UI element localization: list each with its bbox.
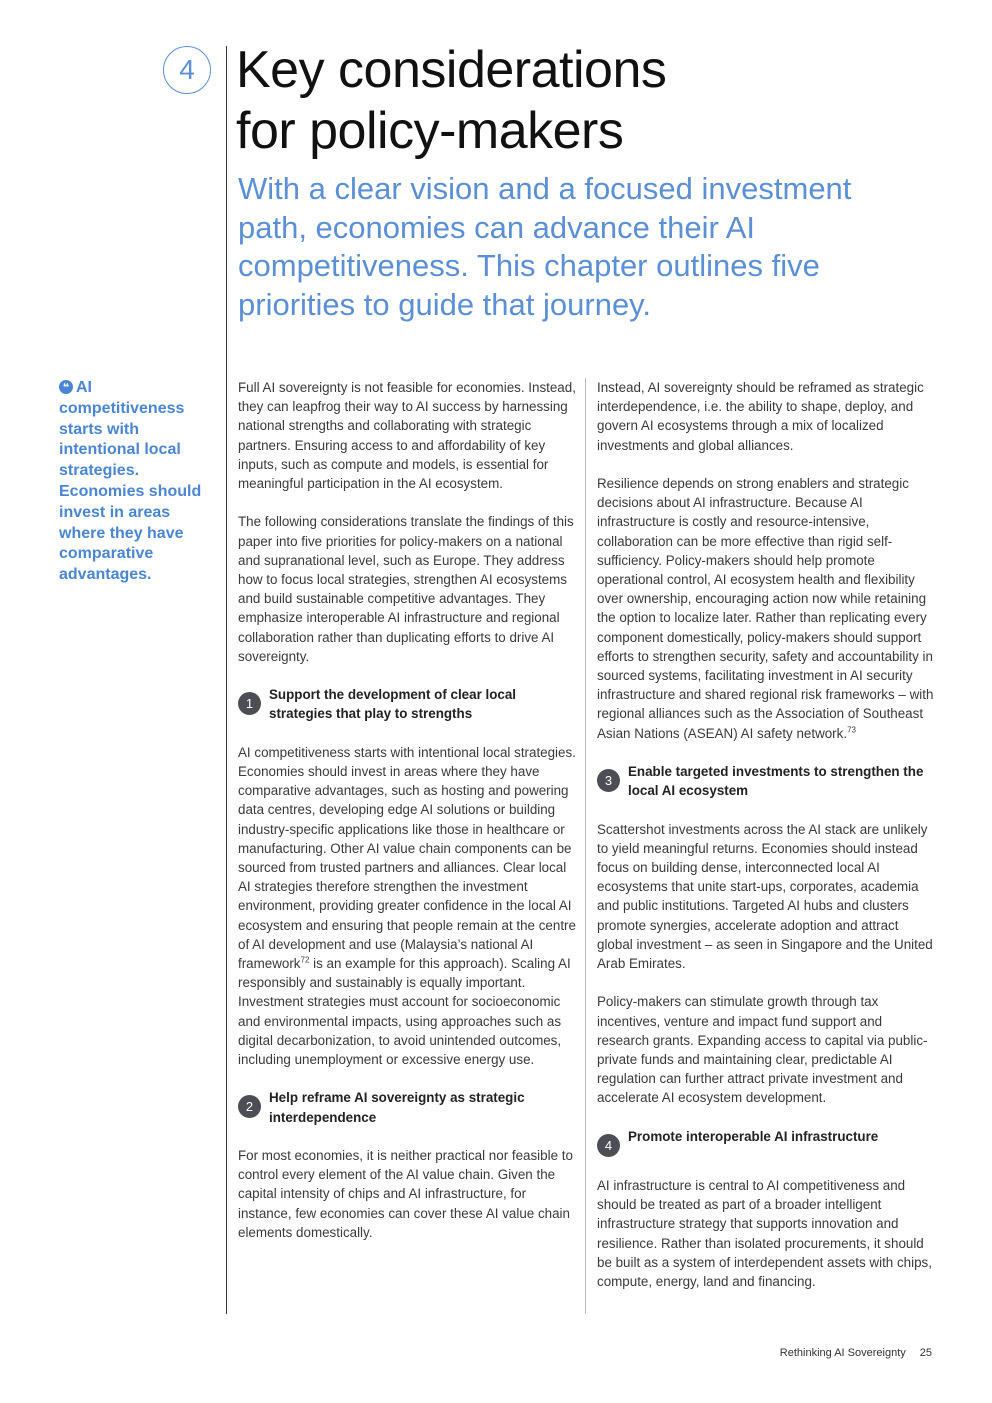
page-footer (780, 1347, 932, 1359)
paragraph: Instead, AI sovereignty should be reframed as strategic interdependence, i.e. the ability to shape, deploy, and govern AI ecosystems through a mix of localized investments and global alliances. (597, 380, 924, 453)
paragraph (238, 743, 578, 1069)
page-title (236, 40, 666, 162)
section-heading-1 (238, 685, 578, 723)
paragraph: The following considerations translate the findings of this paper into five priorities for policy-makers on a national and supranational level, such as Europe. They address how to focus local strategies, strengthen AI ecosystems and build sustainable competitive advantages. They emphasize interoperable AI infrastructure and regional collaboration rather than duplicating efforts to drive AI sovereignty. (238, 514, 574, 664)
section-number-badge: 2 (238, 1095, 261, 1118)
page-number: 25 (919, 1347, 932, 1359)
section-heading-text: Support the development of clear local strategies that play to strengths (269, 687, 517, 722)
page-title-line2: for policy-makers (236, 102, 624, 160)
column-divider (585, 378, 586, 1314)
paragraph: AI infrastructure is central to AI competitiveness and should be treated as part of a broader intelligent infrastructure strategy that supports innovation and resilience. Rather than isolated procurements, it should be built as a system of interdependent assets with chips, compute, energy, land and financing. (597, 1178, 932, 1290)
vertical-divider (226, 46, 227, 1314)
footnote-ref: 73 (847, 725, 856, 735)
page-title-line1: Key considerations (236, 41, 667, 99)
paragraph-text: Resilience depends on strong enablers and strategic decisions about AI infrastructure. Because AI infrastructure is costly and resource-intensive, collaboration can be more effective than rigid self-sufficiency. Policy-makers should help promote operational control, AI ecosystem health and flexibility over ownership, encouraging action now while retaining the option to localize later. Rather than replicating every component domestically, policy-makers should support efforts to strengthen security, safety and accountability in sourced systems, facilitating investment in AI security infrastructure and shared regional risk frameworks – with regional alliances such as the Association of Southeast Asian Nations (ASEAN) AI safety network. (597, 476, 934, 741)
body-column-right (597, 378, 937, 1310)
section-heading-text: Enable targeted investments to strengthen the local AI ecosystem (628, 764, 924, 799)
chapter-number-badge (163, 46, 211, 94)
section-number-badge: 4 (597, 1134, 620, 1157)
chapter-number: 4 (179, 54, 195, 85)
section-heading-4 (597, 1127, 937, 1157)
section-heading-2 (238, 1088, 578, 1126)
pull-quote-text: AI competitiveness starts with intentional local strategies. Economies should invest in areas where they have comparative advantages. (59, 379, 202, 584)
paragraph: For most economies, it is neither practical nor feasible to control every element of the AI value chain. Given the capital intensity of chips and AI infrastructure, for instance, few economies can cover these AI value chain elements domestically. (238, 1148, 573, 1240)
pull-quote (59, 378, 209, 586)
chapter-subtitle: With a clear vision and a focused investment path, economies can advance their AI competitiveness. This chapter outlines five priorities to guide that journey. (238, 171, 852, 322)
paragraph: Scattershot investments across the AI stack are unlikely to yield meaningful returns. Economies should instead focus on building dense, interconnected local AI ecosystems that unite start-ups, corporates, academia and public institutions. Targeted AI hubs and clusters promote synergies, accelerate adoption and attract global investment – as seen in Singapore and the United Arab Emirates. (597, 821, 933, 972)
section-heading-text: Promote interoperable AI infrastructure (628, 1128, 879, 1144)
footnote-ref: 72 (300, 955, 310, 965)
paragraph (597, 474, 937, 743)
footer-title: Rethinking AI Sovereignty (779, 1347, 906, 1359)
quote-icon: ❝ (59, 380, 73, 394)
body-column-left (238, 378, 578, 1261)
section-number-badge: 1 (238, 692, 261, 715)
section-number-badge: 3 (597, 769, 620, 792)
paragraph: Policy-makers can stimulate growth through tax incentives, venture and impact fund support and research grants. Expanding access to capital via public-private funds and maintaining clear, predictable AI regulation can further attract private investment and accelerate AI ecosystem development. (597, 994, 928, 1106)
paragraph-text: AI competitiveness starts with intentional local strategies. Economies should invest in areas where they have comparative advantages, such as hosting and powering data centres, developing edge AI solutions or building industry-specific applications like those in healthcare or manufacturing. Other AI value chain components can be sourced from trusted partners and alliances. Clear local AI strategies therefore strengthen the investment environment, providing greater confidence in the local AI ecosystem and ensuring that people remain at the centre of AI development and use (Malaysia’s national AI framework (238, 744, 576, 972)
section-heading-3 (597, 762, 937, 800)
paragraph-text: is an example for this approach). Scaling AI responsibly and sustainably is equally important. Investment strategies must account for socioeconomic and environmental impacts, using approaches such as digital decarbonization, to avoid unintended outcomes, including unemployment or excessive energy use. (238, 956, 571, 1068)
section-heading-text: Help reframe AI sovereignty as strategic interdependence (269, 1090, 525, 1125)
paragraph: Full AI sovereignty is not feasible for economies. Instead, they can leapfrog their way to AI success by harnessing national strengths and collaborating with strategic partners. Ensuring access to and affordability of key inputs, such as compute and models, is essential for meaningful participation in the AI ecosystem. (238, 380, 576, 492)
